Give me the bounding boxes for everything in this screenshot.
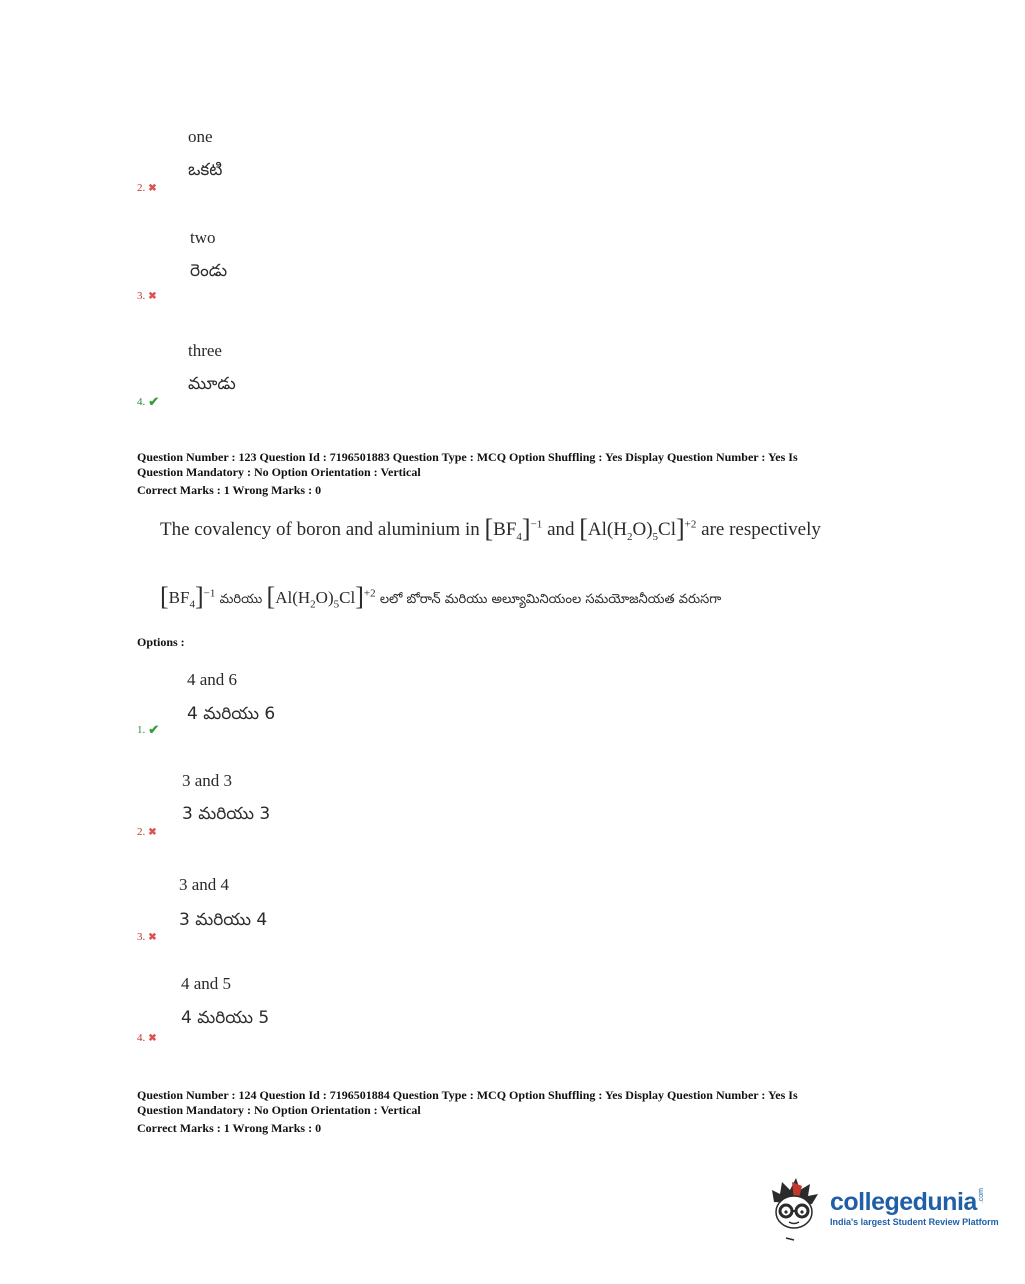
logo-wordmark: collegedunia: [830, 1187, 977, 1216]
cross-icon: ✖: [148, 182, 157, 194]
option-1-en: 4 and 6: [187, 670, 238, 689]
prev-option-3-number: 3. ✖: [137, 290, 157, 302]
prev-option-1-en: one: [188, 127, 213, 146]
prev-option-2-en: two: [190, 228, 216, 247]
cross-icon: ✖: [148, 290, 157, 302]
prev-option-3-te: మూడు: [188, 374, 236, 394]
cross-icon: ✖: [148, 931, 157, 943]
option-4-en: 4 and 5: [181, 974, 232, 993]
option-1-te: 4 మరియు 6: [187, 704, 276, 724]
option-3-en: 3 and 4: [179, 875, 230, 894]
question-124-meta: Question Number : 124 Question Id : 7196501884 Question Type : MCQ Option Shuffling : Yes Display Question Number : Yes Is Question Mandatory : No Option Orientation : Vertical Correct Marks : 1 Wrong Marks : 0: [137, 1088, 798, 1135]
option-4-number: 4. ✖: [137, 1032, 157, 1044]
prev-option-2-number: 2. ✖: [137, 182, 157, 194]
logo-com: .com: [977, 1187, 985, 1203]
mascot-icon: [768, 1176, 824, 1242]
option-2-en: 3 and 3: [182, 771, 233, 790]
question-123-text-te: $[BF_4]^{-1}$ మరియు $[Al(H_2O)_5Cl]^{+2}$ లలో బోరాన్ మరియు అల్యూమినియంల సమయోజనీయత వరుసగా: [160, 582, 722, 611]
option-2-number: 2. ✖: [137, 826, 157, 838]
prev-option-2-te: రెండు: [190, 261, 228, 281]
prev-option-1-te: ఒకటి: [188, 160, 223, 180]
check-icon: ✔: [148, 394, 160, 409]
prev-option-4-number: 4. ✔: [137, 394, 160, 409]
question-123-text-en: The covalency of boron and aluminium in $[BF_4]^{-1}$ and $[Al(H_2O)_5Cl]^{+2}$ are respectively: [160, 514, 821, 543]
option-3-te: 3 మరియు 4: [179, 910, 268, 930]
option-4-te: 4 మరియు 5: [181, 1008, 270, 1028]
question-123-meta: Question Number : 123 Question Id : 7196501883 Question Type : MCQ Option Shuffling : Yes Display Question Number : Yes Is Question Mandatory : No Option Orientation : Vertical Correct Marks : 1 Wrong Marks : 0: [137, 450, 798, 497]
check-icon: ✔: [148, 722, 160, 737]
collegedunia-logo: [768, 1176, 999, 1242]
prev-option-3-en: three: [188, 341, 222, 360]
option-2-te: 3 మరియు 3: [182, 804, 271, 824]
option-1-number: 1. ✔: [137, 722, 160, 737]
logo-tagline: India's largest Student Review Platform: [830, 1216, 999, 1227]
cross-icon: ✖: [148, 1032, 157, 1044]
option-3-number: 3. ✖: [137, 931, 157, 943]
cross-icon: ✖: [148, 826, 157, 838]
options-label: Options :: [137, 635, 185, 649]
